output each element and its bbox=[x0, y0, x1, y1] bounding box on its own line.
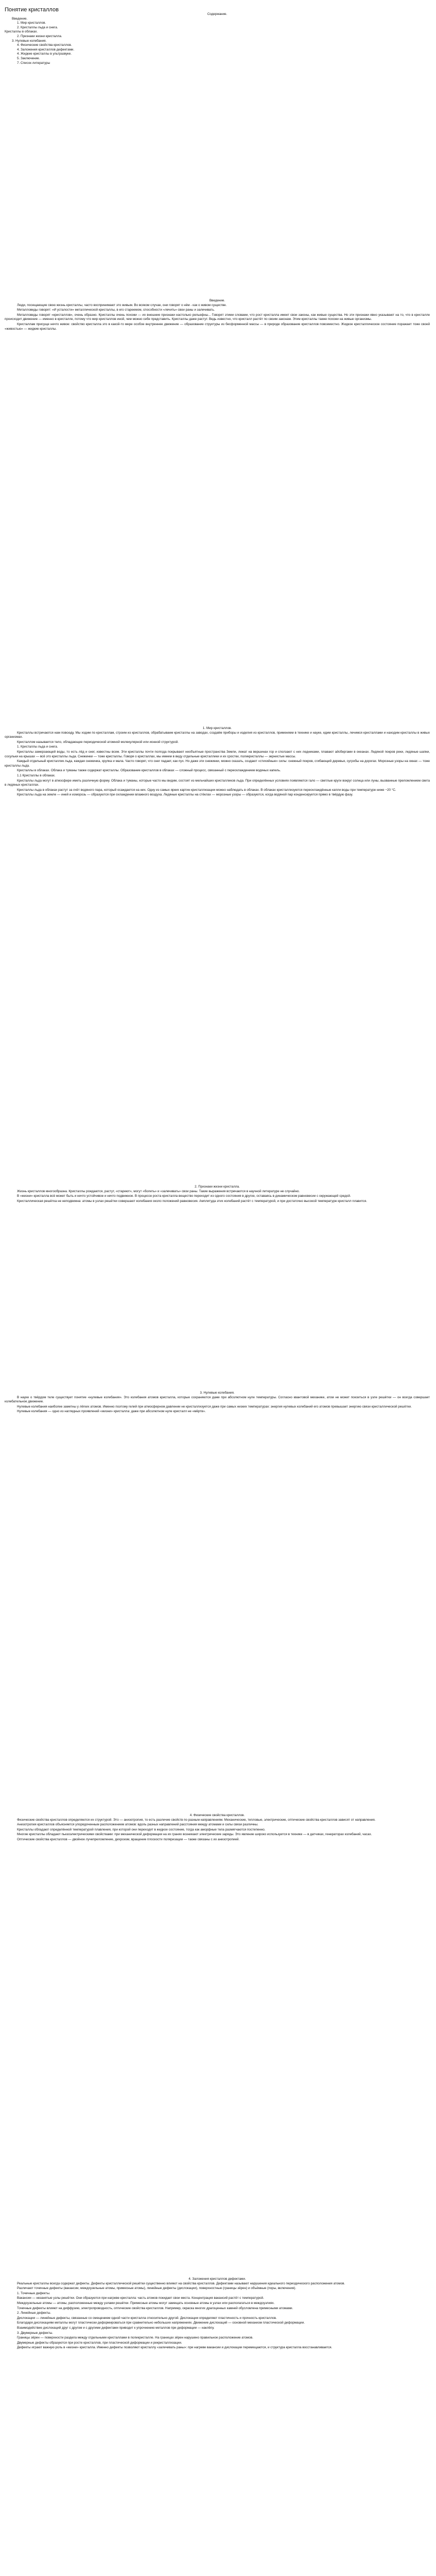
paragraph: Кристаллы льда на земле — иней и изморозь — образуются при охлаждении влажного воздуха. Ледяные кристаллы на стёклах — морозные узоры — образуются, когда водяной пар конденсируется прямо в твёрдую фазу. bbox=[17, 793, 353, 797]
paragraph: Кристаллы замерзающей воды, то есть лёд и снег, известны всем. Эти кристаллы почти полгода покрывают необъятные пространства Земли, лежат на вершинах гор и сползают с них ледниками, плавают айсбергами в океанах. Ледяной покров реки, ледяные шапки, сосульки на крышах — всё это кристаллы льда. Снежинки — тоже кристаллы. Говоря о кристаллах, мы имеем в виду отдельные кристаллики и их сростки, поликристаллы — зернистые массы. bbox=[5, 750, 430, 758]
section-4-defects-body bbox=[5, 2282, 430, 2350]
paragraph: Кристаллическая решётка не неподвижна: атомы в узлах решётки совершают колебания около положений равновесия. Амплитуда этих колебаний растёт с температурой, и при достаточно высокой температуре кристалл плавится. bbox=[17, 1199, 367, 1203]
paragraph: 1. Точечные дефекты. bbox=[17, 2291, 50, 2295]
paragraph: 2. Линейные дефекты. bbox=[17, 2311, 51, 2315]
toc-item: 2. Кристаллы льда и снега. bbox=[17, 25, 58, 29]
paragraph: Благодаря дислокациям металлы могут пластически деформироваться при сравнительно небольших напряжениях. Движение дислокаций — основной механизм пластической деформации. bbox=[17, 2321, 305, 2325]
paragraph: Границы зёрен — поверхности раздела между отдельными кристаллами в поликристалле. На границах зёрен нарушено правильное расположение атомов. bbox=[17, 2336, 253, 2340]
paragraph: Кристаллам присуще нечто живое: свойство кристалла это в какой-то мере особое внутреннее движение — образование структуры из бесформенной массы — в природе образование кристаллов повсеместно. Жидкое кристаллическое состояние поражает тоже своей «живостью» — жидкие кристаллы. bbox=[5, 322, 430, 331]
paragraph: Кристаллы в облаках. Облака и туманы также содержат кристаллы. Образование кристаллов в облаках — сложный процесс, связанный с переохлаждением водяных капель. bbox=[17, 769, 281, 773]
intro-section bbox=[5, 299, 430, 331]
paragraph: Взаимодействие дислокаций друг с другом и с другими дефектами приводит к упрочнению металлов при деформации — наклёпу. bbox=[17, 2326, 215, 2330]
section-4-defects-heading: 4. Заложения кристаллов дефектами. bbox=[188, 2277, 246, 2281]
paragraph: Точечные дефекты влияют на диффузию, электропроводность, оптические свойства кристаллов. Например, окраска многих драгоценных камней обусловлена примесными атомами. bbox=[17, 2306, 293, 2310]
toc-section bbox=[5, 12, 430, 65]
paragraph: Кристаллы льда в облаках растут за счёт водяного пара, который осаждается на них. Одну из самых ярких картин кристаллизации можно наблюдать в облаках. В облаках кристаллизуются переохлаждённые капли воды при температуре ниже −20 °С. bbox=[17, 788, 396, 792]
section-2 bbox=[5, 1185, 430, 1204]
toc-item: 7. Список литературы bbox=[17, 61, 50, 65]
paragraph: Междоузельные атомы — атомы, расположенные между узлами решётки. Примесные атомы могут замещать основные атомы в узлах или располагаться в междоузлиях. bbox=[17, 2301, 275, 2305]
paragraph: Кристаллы обладают определённой температурой плавления, при которой они переходят в жидкое состояние, тогда как аморфные тела размягчаются постепенно. bbox=[17, 1827, 266, 1832]
paragraph: 1.1 Кристаллы в облаках. bbox=[17, 773, 56, 777]
intro-heading: Введение. bbox=[209, 299, 225, 302]
section-2-heading: 2. Признаки жизни кристалла. bbox=[195, 1185, 240, 1189]
section-3-heading: 3. Нулевые колебания. bbox=[200, 1391, 235, 1395]
section-4-heading: 4. Физические свойства кристаллов. bbox=[189, 1814, 245, 1817]
toc-item: 4. Заложения кристаллов дефектами. bbox=[17, 47, 75, 52]
section-1-body bbox=[5, 731, 430, 798]
paragraph: Реальные кристаллы всегда содержат дефекты. Дефекты кристаллической решётки существенно влияют на свойства кристаллов. Дефектами называют нарушения идеального периодического расположения атомов. bbox=[17, 2281, 345, 2285]
section-1 bbox=[5, 726, 430, 798]
toc-item: 4. Жидкие кристаллы в ультразвуке. bbox=[17, 52, 72, 56]
paragraph: Дислокации — линейные дефекты, связанные со смещением одной части кристалла относительно другой. Дислокации определяют пластичность и прочность кристаллов. bbox=[17, 2316, 277, 2320]
paragraph: Кристаллом называется тело, обладающее периодической атомной молекулярной или ионной структурой. bbox=[17, 740, 179, 744]
paragraph: В «жизни» кристалла всё может быть и нечто устойчивое и нечто подвижное. В процессе роста кристалла вещество переходит из одного состояния в другое, оставаясь в динамическом равновесии с окружающей средой. bbox=[17, 1194, 351, 1198]
paragraph: Многие кристаллы обладают пьезоэлектрическими свойствами: при механической деформации на их гранях возникают электрические заряды. Это явление широко используется в технике — в датчиках, генераторах колебаний, часах. bbox=[17, 1833, 372, 1837]
paragraph: В науке о твёрдом теле существует понятие «нулевые колебания». Это колебания атомов кристалла, которые сохраняются даже при абсолютном нуле температуры. Согласно квантовой механике, атом не может покоиться в узле решётки — он всегда совершает колебательное движение. bbox=[5, 1395, 430, 1404]
paragraph: Жизнь кристаллов многообразна. Кристаллы рождаются, растут, «стареют», могут «болеть» и «залечивать» свои раны. Такие выражения встречаются в научной литературе не случайно. bbox=[17, 1189, 300, 1193]
paragraph: 3. Двумерные дефекты. bbox=[17, 2331, 53, 2335]
section-4 bbox=[5, 1814, 430, 1842]
paragraph: Металловеды говорят «кристаллов», очень образно. Кристаллы очень похожи — их внешние признаки настолько рельефны... Говорят этими словами, что рост кристалла имеет свои законы, как живые существа. Но эти признаки явно указывают на то, что в кристалле происходит движение — именно в кристалле, потому что мир кристаллов иной, чем можно себе представить. Кристаллы даже растут. Ведь известно, что кристалл растёт по своим законам. Этим кристаллы также похожи на живые организмы. bbox=[5, 313, 430, 321]
paragraph: Каждый отдельный кристаллик льда, каждая снежинка, хрупка и мала. Часто говорят, что снег падает, как пух. Но даже эти снежинки, можно сказать, создают «стихийные» силы: снежный покров, сгибающий деревья, сугробы на дорогах. Морозные узоры на окнах — тоже кристаллы льда. bbox=[5, 759, 430, 768]
section-4-body bbox=[5, 1818, 430, 1842]
document-title: Понятие кристаллов bbox=[5, 7, 59, 13]
paragraph: Кристаллы встречаются нам повсюду. Мы ходим по кристаллам, строим из кристаллов, обрабатываем кристаллы на заводах, создаём приборы и изделия из кристаллов, применяем в технике и науке, едим кристаллы, лечимся кристаллами и находим кристаллы в живых организмах. bbox=[5, 731, 430, 739]
toc-list bbox=[5, 17, 430, 66]
paragraph: Нулевые колебания — одно из наглядных проявлений «жизни» кристалла: даже при абсолютном нуле кристалл не «мёртв». bbox=[17, 1410, 206, 1414]
paragraph: Люди, посещающие свою жизнь кристаллы, часто воспринимают это живым. Во всяком случае, они говорят о нём - как о живом существе. bbox=[17, 303, 227, 307]
paragraph: 1. Кристаллы льда и снега. bbox=[17, 745, 58, 749]
toc-item: 5. Заключение. bbox=[17, 56, 40, 60]
paragraph: Дефекты играют важную роль в «жизни» кристалла. Именно дефекты позволяют кристаллу «залечивать раны»: при нагреве вакансии и дислокации перемещаются, и структура кристалла восстанавливается. bbox=[17, 2346, 333, 2350]
paragraph: Кристаллы льда могут в атмосфере иметь различную форму. Облака и туманы, которые часто мы видим, состоят из мельчайших кристалликов льда. При определённых условиях появляются гало — светлые круги вокруг солнца или луны, вызванные преломлением света в ледяных кристаллах. bbox=[5, 778, 430, 787]
intro-body bbox=[5, 303, 430, 332]
paragraph: Металловеды говорят: «И усталости» металлической кристаллы, в его стареемом, способности «лечить» свои раны и залечивать. bbox=[17, 308, 215, 312]
toc-item: 2. Признаки жизни кристалла. bbox=[17, 34, 62, 38]
toc-item: Кристаллы в облаках. bbox=[5, 30, 38, 34]
paragraph: Двумерные дефекты образуются при росте кристаллов, при пластической деформации и рекристаллизации. bbox=[17, 2341, 182, 2345]
section-4-defects bbox=[5, 2277, 430, 2350]
paragraph: Различают точечные дефекты (вакансии, междоузельные атомы, примесные атомы), линейные дефекты (дислокации), поверхностные (границы зёрен) и объёмные (поры, включения). bbox=[17, 2286, 297, 2291]
paragraph: Вакансии — незанятые узлы решётки. Они образуются при нагреве кристалла: часть атомов покидает свои места. Концентрация вакансий растёт с температурой. bbox=[17, 2296, 264, 2300]
paragraph: Оптические свойства кристаллов — двойное лучепреломление, дихроизм, вращение плоскости поляризации — также связаны с их анизотропией. bbox=[17, 1837, 240, 1841]
paragraph: Нулевые колебания наиболее заметны у лёгких атомов. Именно поэтому гелий при атмосферном давлении не кристаллизуется даже при самых низких температурах: энергия нулевых колебаний его атомов превышает энергию связи кристаллической решётки. bbox=[17, 1404, 412, 1409]
toc-item: 3. Нулевые колебания. bbox=[12, 39, 47, 43]
section-2-body bbox=[5, 1190, 430, 1204]
toc-heading: Содержание. bbox=[207, 12, 228, 16]
section-1-heading: 1. Мир кристаллов. bbox=[202, 726, 232, 730]
paragraph: Физические свойства кристаллов определяются их структурой. Это — анизотропия, то есть различие свойств по разным направлениям. Механические, тепловые, электрические, оптические свойства кристаллов зависят от направления. bbox=[17, 1818, 376, 1822]
toc-item: 4. Физические свойства кристаллов. bbox=[17, 43, 72, 47]
section-3-body bbox=[5, 1396, 430, 1414]
toc-item: Введение. bbox=[12, 16, 28, 21]
section-3 bbox=[5, 1391, 430, 1414]
toc-item: 1. Мир кристаллов. bbox=[17, 21, 46, 25]
paragraph: Анизотропия кристаллов объясняется упорядоченным расположением атомов: вдоль разных направлений расстояния между атомами и силы связи различны. bbox=[17, 1823, 258, 1827]
